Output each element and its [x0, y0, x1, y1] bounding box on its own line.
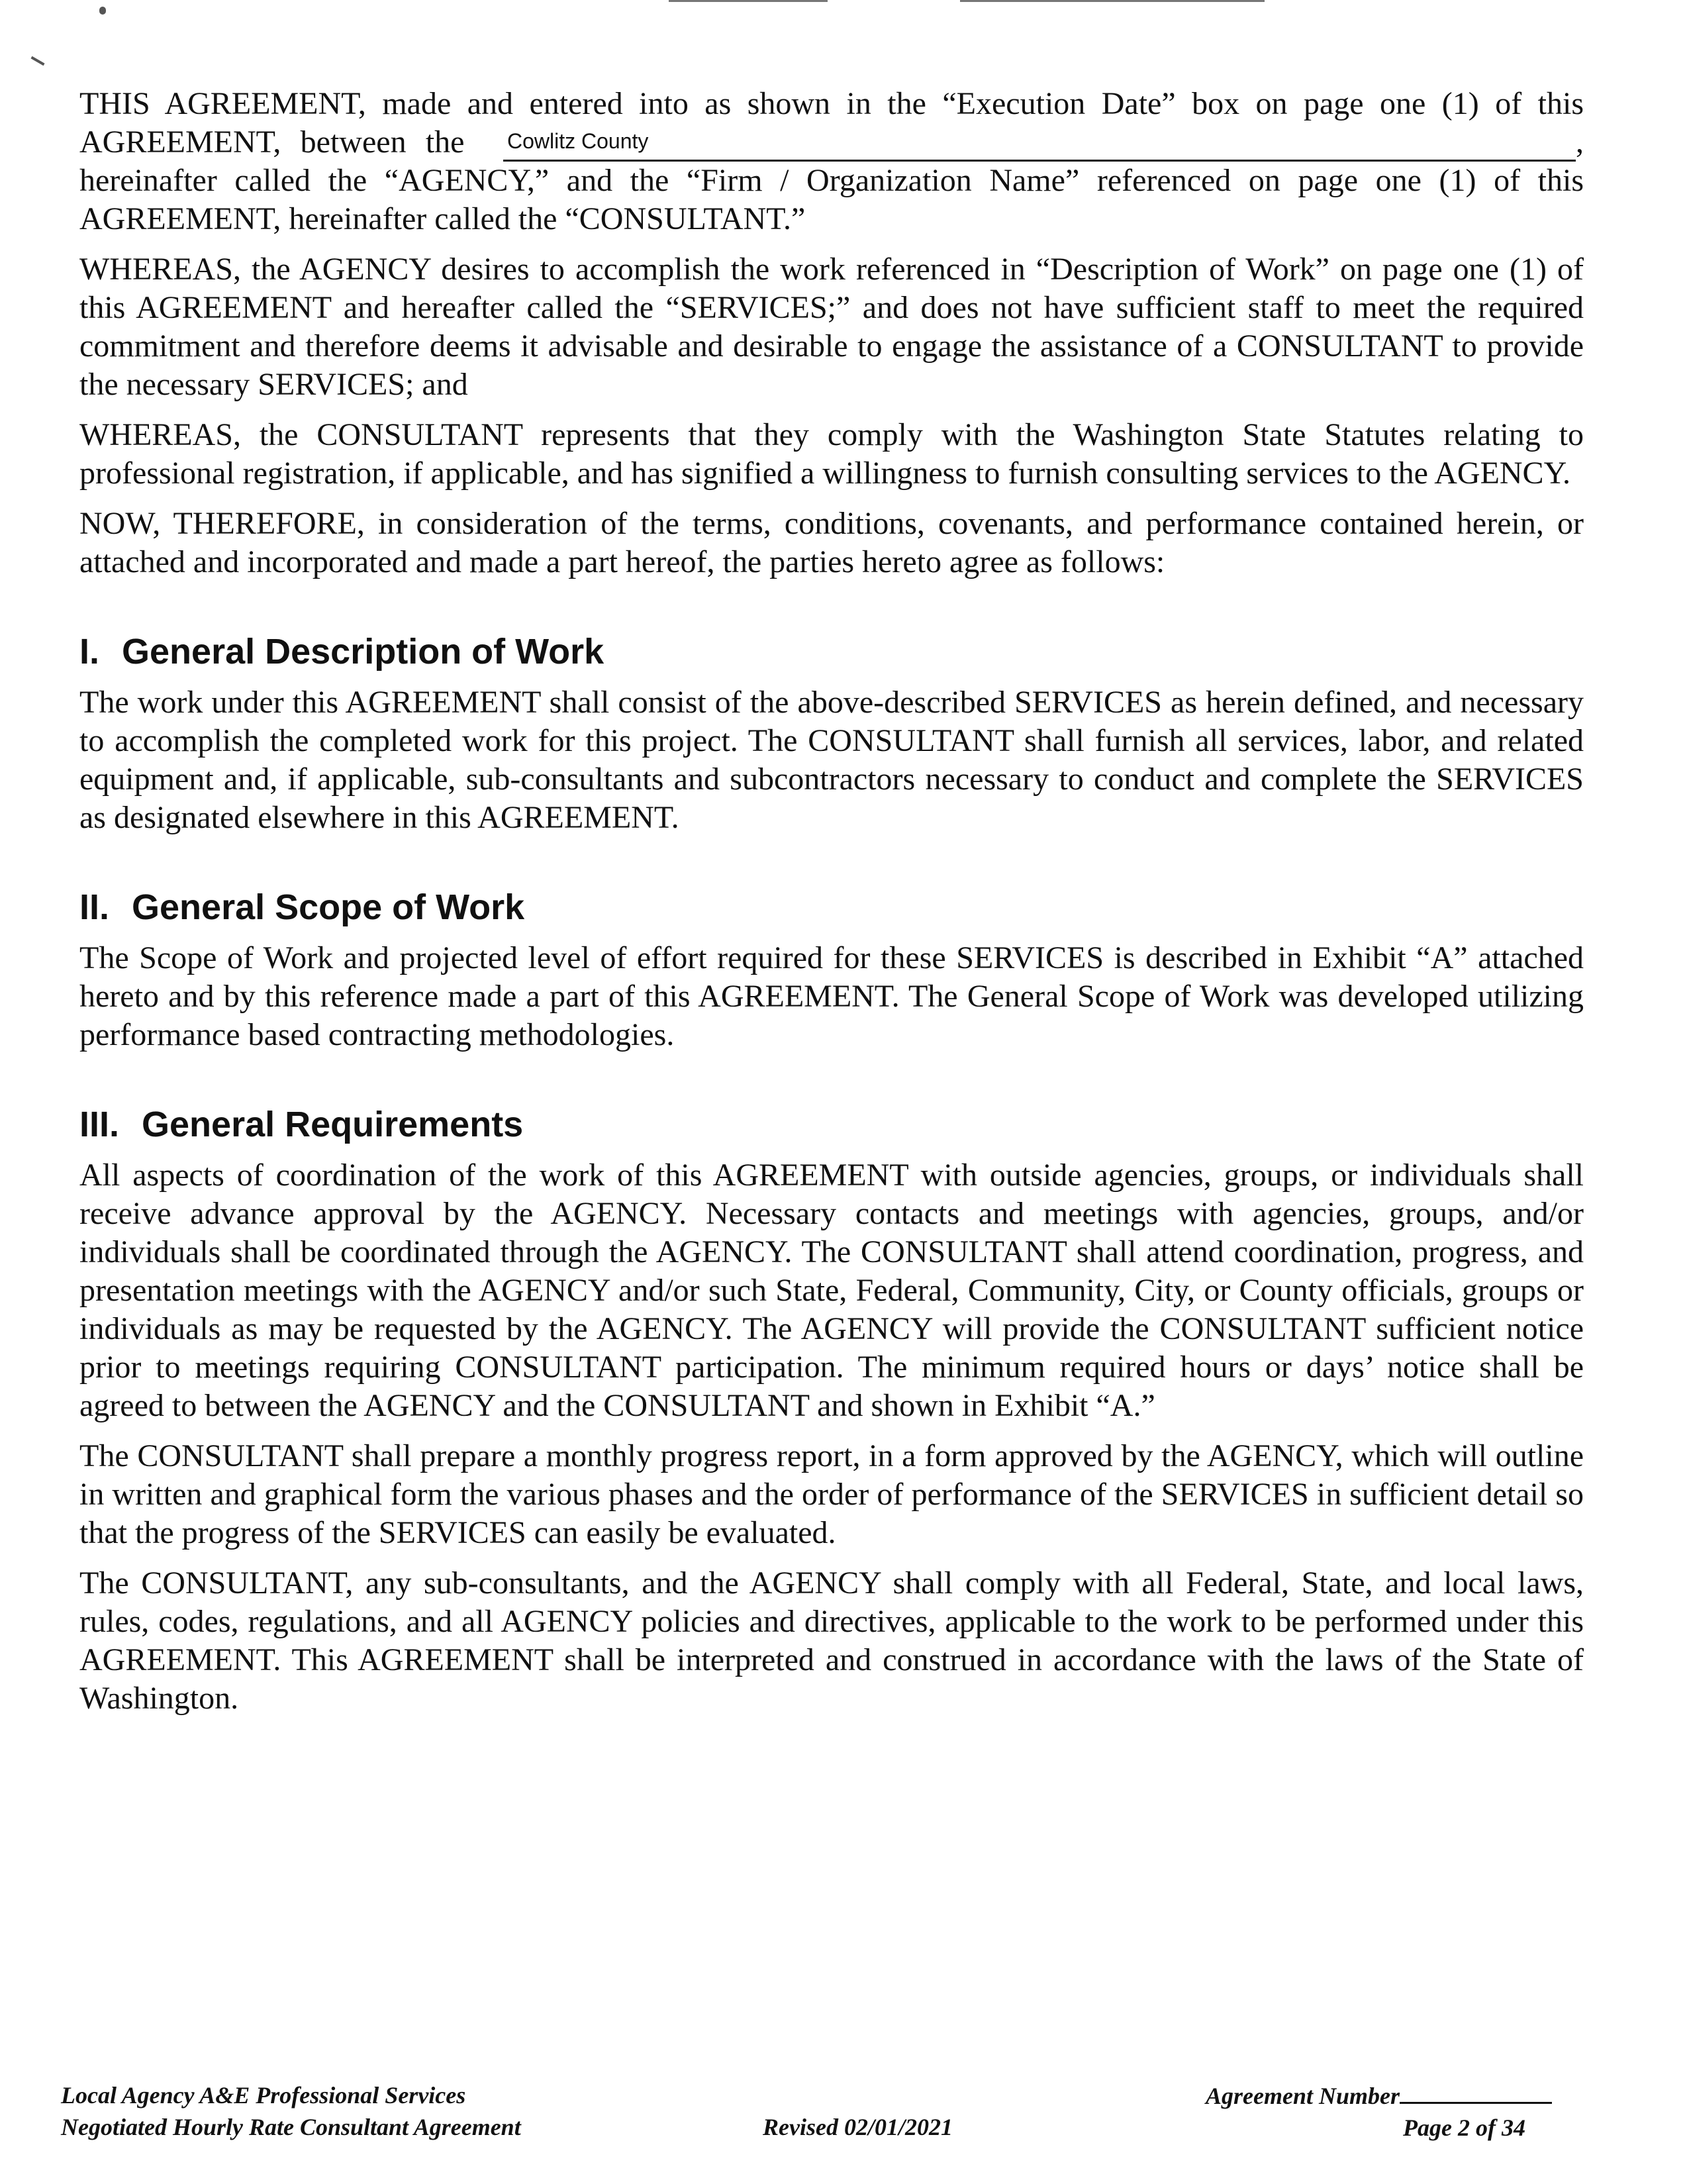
agency-name-field	[503, 128, 1576, 162]
section-2-paragraph: The Scope of Work and projected level of effort required for these SERVICES is described in Exhibit “A” attached hereto and by this reference made a part of this AGREEMENT. The General Scope of Work was developed utilizing performance based contracting methodologies.	[79, 940, 1584, 1052]
document-page	[79, 85, 1584, 1730]
intro-text-continued: , hereinafter called the “AGENCY,” and the “Firm / Organization Name” referenced on page one (1) of this AGREEMENT, hereinafter called the “CONSULTANT.”	[79, 124, 1584, 236]
scan-artifact-mark	[30, 56, 44, 66]
section-3-paragraph-1: All aspects of coordination of the work of this AGREEMENT with outside agencies, groups, or individuals shall receive advance approval by the AGENCY. Necessary contacts and meetings with agencies, groups, and/or individuals shall be coordinated through the AGENCY. The CONSULTANT shall attend coordination, progress, and presentation meetings with the AGENCY and/or such State, Federal, Community, City, or County officials, groups or individuals as may be requested by the AGENCY. The AGENCY will provide the CONSULTANT sufficient notice prior to meetings requiring CONSULTANT participation. The minimum required hours or days’ notice shall be agreed to between the AGENCY and the CONSULTANT and shown in Exhibit “A.”	[79, 1158, 1584, 1423]
agency-name-value: Cowlitz County	[507, 129, 649, 153]
section-title: General Requirements	[142, 1105, 524, 1144]
section-1-paragraph: The work under this AGREEMENT shall consist of the above-described SERVICES as herein defined, and necessary to accomplish the completed work for this project. The CONSULTANT shall furnish all services, labor, and related equipment and, if applicable, sub-consultants and subcontractors necessary to conduct and complete the SERVICES as designated elsewhere in this AGREEMENT.	[79, 685, 1584, 835]
footer-form-title-line-2: Negotiated Hourly Rate Consultant Agreement	[61, 2114, 521, 2140]
footer-agreement-info	[1181, 2079, 1552, 2144]
section-3-paragraph-3: The CONSULTANT, any sub-consultants, and the AGENCY shall comply with all Federal, State, and local laws, rules, codes, regulations, and all AGENCY policies and directives, applicable to the work to be performed under this AGREEMENT. This AGREEMENT shall be interpreted and construed in accordance with the laws of the State of Washington.	[79, 1565, 1584, 1716]
section-number: I.	[79, 632, 100, 671]
scan-artifact-mark	[99, 7, 106, 15]
section-heading-2	[79, 886, 1584, 928]
footer-form-title-line-1: Local Agency A&E Professional Services	[61, 2082, 466, 2109]
section-title: General Scope of Work	[132, 887, 525, 927]
section-heading-1	[79, 630, 1584, 673]
scan-artifact-line	[960, 0, 1265, 2]
page-number: Page 2 of 34	[1403, 2114, 1525, 2141]
intro-paragraph-2: WHEREAS, the AGENCY desires to accomplish the work referenced in “Description of Work” on page one (1) of this AGREEMENT and hereafter called the “SERVICES;” and does not have sufficient staff to meet the required commitment and therefore deems it advisable and desirable to engage the assistance of a CONSULTANT to provide the necessary SERVICES; and	[79, 252, 1584, 402]
intro-paragraph-4: NOW, THEREFORE, in consideration of the terms, conditions, covenants, and performance contained herein, or attached and incorporated and made a part hereof, the parties hereto agree as follows:	[79, 506, 1584, 579]
section-number: III.	[79, 1105, 120, 1144]
agreement-number-label: Agreement Number	[1206, 2083, 1400, 2109]
footer-revised-date: Revised 02/01/2021	[763, 2114, 953, 2140]
section-heading-3	[79, 1103, 1584, 1146]
footer-form-title	[61, 2079, 521, 2143]
intro-text: THIS AGREEMENT, made and entered into as shown in the “Execution Date” box on page one (1) of this AGREEMENT, between the	[79, 86, 1584, 160]
section-number: II.	[79, 887, 110, 927]
intro-paragraph-1	[79, 85, 1584, 238]
section-3-paragraph-2: The CONSULTANT shall prepare a monthly progress report, in a form approved by the AGENCY, which will outline in written and graphical form the various phases and the order of performance of the SERVICES in sufficient detail so that the progress of the SERVICES can easily be evaluated.	[79, 1438, 1584, 1550]
agreement-number-row	[1181, 2079, 1552, 2112]
section-title: General Description of Work	[122, 632, 604, 671]
intro-paragraph-3: WHEREAS, the CONSULTANT represents that they comply with the Washington State Statutes relating to professional registration, if applicable, and has signified a willingness to furnish consulting services to the AGENCY.	[79, 417, 1584, 491]
agreement-number-field	[1400, 2079, 1552, 2104]
scan-artifact-line	[669, 0, 828, 2]
